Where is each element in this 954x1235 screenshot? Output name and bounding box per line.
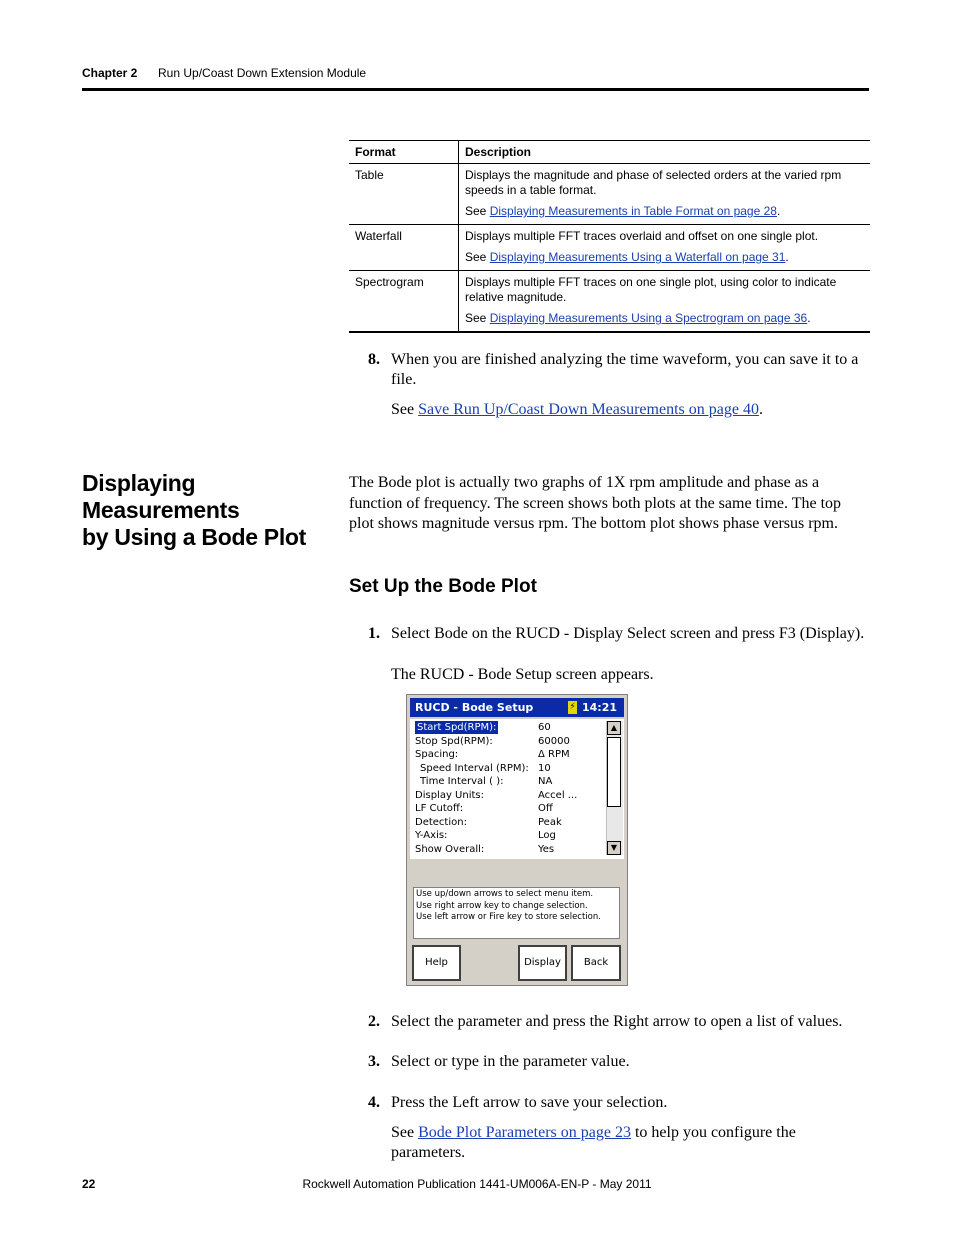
format-cell: Spectrogram — [349, 271, 459, 333]
chapter-label: Chapter 2 — [82, 66, 138, 80]
subsection-heading: Set Up the Bode Plot — [349, 576, 537, 597]
see-suffix: . — [758, 401, 763, 418]
description-cell — [459, 164, 871, 225]
param-label: Spacing: — [415, 749, 459, 760]
see-prefix: See — [465, 250, 490, 264]
publication-footer: Rockwell Automation Publication 1441-UM006A-EN-P - May 2011 — [302, 1177, 652, 1191]
device-title-bar — [410, 698, 624, 717]
step-number: 4. — [368, 1094, 380, 1111]
description-cell — [459, 225, 871, 271]
help-text-box — [413, 887, 620, 939]
description-text: Displays multiple FFT traces on one single plot, using color to indicate relative magnitude. — [465, 275, 837, 304]
see-suffix: . — [776, 204, 781, 218]
param-label: Stop Spd(RPM): — [415, 735, 493, 747]
help-button[interactable]: Help — [412, 945, 461, 981]
section-heading — [82, 470, 332, 551]
device-title: RUCD - Bode Setup — [415, 701, 534, 714]
page-number: 22 — [82, 1177, 96, 1191]
link-waterfall[interactable]: Displaying Measurements Using a Waterfall on page 31 — [489, 250, 786, 264]
table-header-row — [349, 141, 870, 164]
help-line: Use up/down arrows to select menu item. — [416, 889, 594, 899]
param-row-start-speed[interactable] — [415, 721, 605, 734]
description-text: Displays multiple FFT traces overlaid and offset on one single plot. — [465, 229, 819, 243]
display-button[interactable]: Display — [518, 945, 567, 981]
section-heading-line-2: by Using a Bode Plot — [82, 524, 307, 550]
see-reference — [465, 311, 864, 326]
step-text: Select Bode on the RUCD - Display Select screen and press F3 (Display). — [391, 625, 865, 642]
link-save-measurements[interactable]: Save Run Up/Coast Down Measurements on page 40 — [418, 401, 759, 418]
see-reference — [465, 250, 864, 265]
step-text: Press the Left arrow to save your selection. — [391, 1094, 668, 1111]
format-table — [349, 140, 870, 333]
param-row-time-interval[interactable] — [415, 775, 605, 788]
device-time: 14:21 — [582, 701, 618, 714]
param-label: Y-Axis: — [415, 830, 448, 841]
help-line: Use right arrow key to change selection. — [416, 900, 588, 911]
param-label: Time Interval ( ): — [420, 776, 504, 787]
battery-icon: ⚡ — [569, 702, 576, 712]
header-rule — [82, 88, 869, 91]
scroll-thumb[interactable] — [607, 737, 621, 807]
param-label: Start Spd(RPM): — [417, 722, 497, 733]
link-spectrogram[interactable]: Displaying Measurements Using a Spectrogram on page 36 — [489, 311, 808, 325]
param-value: NA — [538, 776, 553, 787]
param-value: Yes — [538, 843, 555, 855]
parameter-list — [410, 719, 624, 859]
step-text: When you are finished analyzing the time waveform, you can save it to a file. — [391, 351, 859, 388]
help-line: Use left arrow or Fire key to store selection. — [416, 912, 601, 922]
param-value: 60 — [538, 722, 551, 733]
param-label: Detection: — [415, 816, 467, 828]
column-header-description: Description — [459, 141, 871, 164]
param-value: 10 — [538, 762, 551, 774]
step-8-see — [391, 400, 871, 420]
param-row-detection[interactable] — [415, 816, 605, 829]
step-text: Select or type in the parameter value. — [391, 1053, 630, 1070]
section-heading-line-1: Displaying Measurements — [82, 470, 240, 523]
step-1-note: The RUCD - Bode Setup screen appears. — [391, 666, 654, 683]
param-value: 60000 — [538, 735, 570, 747]
step-number: 3. — [368, 1053, 380, 1070]
param-label: Speed Interval (RPM): — [420, 762, 529, 774]
running-header — [82, 66, 869, 80]
description-cell — [459, 271, 871, 333]
link-bode-parameters[interactable]: Bode Plot Parameters on page 23 — [418, 1124, 631, 1141]
param-row-speed-interval[interactable] — [415, 762, 605, 775]
param-value: Accel ... — [538, 789, 578, 801]
step-number: 8. — [368, 351, 380, 368]
see-reference — [465, 204, 864, 219]
param-row-spacing[interactable] — [415, 748, 605, 761]
back-button[interactable]: Back — [571, 945, 621, 981]
step-text: Select the parameter and press the Right arrow to open a list of values. — [391, 1013, 843, 1030]
step-number: 1. — [368, 625, 380, 642]
see-suffix: . — [807, 311, 811, 325]
see-suffix: . — [785, 250, 789, 264]
step-4-see — [391, 1123, 871, 1163]
table-row — [349, 271, 870, 333]
see-suffix: to help you configure the parameters. — [391, 1124, 796, 1161]
param-label: Show Overall: — [415, 843, 485, 855]
see-prefix: See — [391, 1124, 419, 1141]
param-row-stop-speed[interactable] — [415, 735, 605, 748]
table-row — [349, 225, 870, 271]
param-row-lf-cutoff[interactable] — [415, 802, 605, 815]
param-value: Off — [538, 803, 553, 814]
param-row-show-overall[interactable] — [415, 843, 605, 856]
step-number: 2. — [368, 1013, 380, 1030]
section-intro: The Bode plot is actually two graphs of 1X rpm amplitude and phase as a function of frequency. The screen shows both plots at the same time. The top plot shows magnitude versus rpm. The bottom plot shows phase versus rpm. — [349, 474, 842, 532]
param-label: LF Cutoff: — [415, 803, 464, 814]
param-value: Log — [538, 830, 556, 841]
table-row — [349, 164, 870, 225]
scroll-up-icon[interactable]: ▲ — [607, 721, 621, 735]
format-cell: Table — [349, 164, 459, 225]
see-prefix: See — [465, 311, 490, 325]
list-scrollbar[interactable] — [606, 721, 623, 855]
format-cell: Waterfall — [349, 225, 459, 271]
see-prefix: See — [391, 401, 419, 418]
param-row-y-axis[interactable] — [415, 829, 605, 842]
bode-setup-screen — [406, 694, 628, 986]
column-header-format: Format — [349, 141, 459, 164]
param-value: Δ RPM — [538, 749, 570, 760]
scroll-down-icon[interactable]: ▼ — [607, 841, 621, 855]
link-table-format[interactable]: Displaying Measurements in Table Format on page 28 — [489, 204, 777, 218]
param-value: Peak — [538, 816, 562, 828]
module-title: Run Up/Coast Down Extension Module — [158, 66, 367, 80]
param-label: Display Units: — [415, 789, 484, 801]
description-text: Displays the magnitude and phase of selected orders at the varied rpm speeds in a table format. — [465, 168, 842, 197]
see-prefix: See — [465, 204, 490, 218]
param-row-display-units[interactable] — [415, 789, 605, 802]
